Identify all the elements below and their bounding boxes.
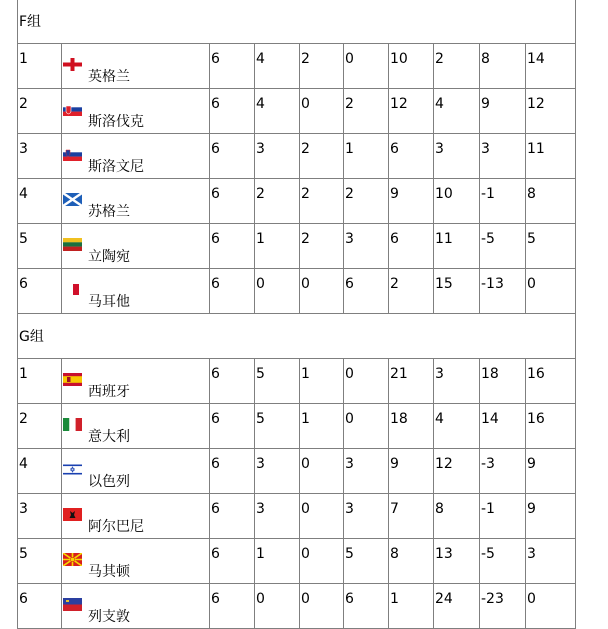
pts-value: 9 [527,456,536,472]
won-value: 3 [256,501,265,517]
ga-value: 4 [435,411,444,427]
pts-value: 16 [527,411,545,427]
pts-cell [526,494,576,539]
drawn-cell [300,134,344,179]
rank-cell [18,44,62,89]
played-value: 6 [211,591,220,607]
team-name: 意大利 [88,429,130,445]
rank-cell [18,179,62,224]
table-row [18,224,576,269]
lost-value: 0 [345,51,354,67]
won-cell [255,179,300,224]
played-cell [210,359,255,404]
drawn-cell [300,224,344,269]
group-label: F组 [18,0,576,44]
ga-cell [434,224,480,269]
slovenia-flag-icon [63,148,82,161]
gd-cell [480,359,526,404]
drawn-value: 1 [301,411,310,427]
team-cell [62,134,210,179]
won-value: 4 [256,51,265,67]
drawn-value: 2 [301,231,310,247]
team-cell [62,89,210,134]
played-cell [210,134,255,179]
lost-cell [344,44,389,89]
gd-value: 8 [481,51,490,67]
ga-cell [434,449,480,494]
drawn-cell [300,269,344,314]
played-value: 6 [211,366,220,382]
drawn-value: 0 [301,96,310,112]
played-cell [210,179,255,224]
ga-cell [434,134,480,179]
team-name: 马耳他 [88,294,130,310]
table-row [18,404,576,449]
lost-value: 2 [345,96,354,112]
rank-value: 5 [19,546,28,562]
rank-cell [18,134,62,179]
team-name: 西班牙 [88,384,130,400]
table-row [18,494,576,539]
team-name: 马其顿 [88,564,130,580]
team-cell [62,494,210,539]
drawn-value: 1 [301,366,310,382]
gf-value: 18 [390,411,408,427]
drawn-cell [300,359,344,404]
played-cell [210,494,255,539]
gf-value: 6 [390,141,399,157]
gd-cell [480,89,526,134]
team-cell [62,269,210,314]
won-value: 4 [256,96,265,112]
group-label: G组 [18,314,576,359]
drawn-cell [300,539,344,584]
played-value: 6 [211,456,220,472]
team-name: 斯洛文尼 [88,159,144,175]
lost-cell [344,449,389,494]
lost-value: 3 [345,501,354,517]
ga-cell [434,269,480,314]
won-value: 2 [256,186,265,202]
liechtenstein-flag-icon [63,598,82,611]
won-cell [255,584,300,629]
lost-cell [344,269,389,314]
won-cell [255,269,300,314]
israel-flag-icon [63,463,82,476]
pts-value: 11 [527,141,545,157]
gf-cell [389,359,434,404]
lost-value: 3 [345,231,354,247]
rank-cell [18,224,62,269]
ga-value: 13 [435,546,453,562]
lost-value: 1 [345,141,354,157]
ga-value: 2 [435,51,444,67]
gf-cell [389,269,434,314]
team-name: 斯洛伐克 [88,114,144,130]
rank-value: 3 [19,501,28,517]
gf-value: 8 [390,546,399,562]
team-cell [62,449,210,494]
group-header-row [18,0,576,44]
gf-value: 6 [390,231,399,247]
lost-value: 5 [345,546,354,562]
gf-value: 9 [390,456,399,472]
gd-value: -3 [481,456,495,472]
gd-value: 18 [481,366,499,382]
played-value: 6 [211,186,220,202]
team-name: 立陶宛 [88,249,130,265]
team-name: 阿尔巴尼 [88,519,144,535]
drawn-value: 0 [301,591,310,607]
pts-value: 0 [527,276,536,292]
team-cell [62,359,210,404]
gf-value: 12 [390,96,408,112]
played-cell [210,89,255,134]
rank-value: 6 [19,591,28,607]
played-value: 6 [211,231,220,247]
drawn-value: 2 [301,186,310,202]
rank-cell [18,404,62,449]
won-value: 0 [256,591,265,607]
gf-cell [389,44,434,89]
played-cell [210,584,255,629]
won-value: 1 [256,231,265,247]
pts-cell [526,179,576,224]
played-value: 6 [211,276,220,292]
pts-value: 8 [527,186,536,202]
gf-cell [389,134,434,179]
played-value: 6 [211,501,220,517]
gd-cell [480,269,526,314]
ga-cell [434,179,480,224]
gd-value: 14 [481,411,499,427]
lithuania-flag-icon [63,238,82,251]
scotland-flag-icon [63,193,82,206]
table-row [18,44,576,89]
lost-value: 6 [345,591,354,607]
ga-value: 24 [435,591,453,607]
ga-value: 4 [435,96,444,112]
ga-cell [434,539,480,584]
malta-flag-icon [63,283,82,296]
drawn-cell [300,44,344,89]
played-value: 6 [211,96,220,112]
ga-cell [434,89,480,134]
team-cell [62,539,210,584]
team-cell [62,584,210,629]
gf-value: 9 [390,186,399,202]
gf-value: 7 [390,501,399,517]
won-value: 3 [256,141,265,157]
table-row [18,359,576,404]
ga-value: 10 [435,186,453,202]
standings-body [18,0,576,629]
drawn-value: 2 [301,51,310,67]
gf-cell [389,584,434,629]
gd-value: -5 [481,546,495,562]
rank-cell [18,494,62,539]
gf-value: 2 [390,276,399,292]
pts-cell [526,584,576,629]
rank-cell [18,89,62,134]
table-row [18,269,576,314]
lost-value: 6 [345,276,354,292]
pts-cell [526,269,576,314]
rank-value: 2 [19,411,28,427]
pts-cell [526,89,576,134]
played-value: 6 [211,411,220,427]
drawn-value: 0 [301,501,310,517]
team-name: 英格兰 [88,69,130,85]
pts-cell [526,404,576,449]
won-value: 0 [256,276,265,292]
pts-value: 3 [527,546,536,562]
gd-cell [480,224,526,269]
spain-flag-icon [63,373,82,386]
pts-value: 0 [527,591,536,607]
rank-cell [18,584,62,629]
team-cell [62,44,210,89]
gf-cell [389,404,434,449]
pts-cell [526,44,576,89]
ga-value: 11 [435,231,453,247]
gd-cell [480,449,526,494]
pts-cell [526,134,576,179]
gd-cell [480,134,526,179]
lost-value: 2 [345,186,354,202]
gf-value: 10 [390,51,408,67]
pts-cell [526,539,576,584]
won-cell [255,224,300,269]
gd-value: -5 [481,231,495,247]
played-cell [210,539,255,584]
england-flag-icon [63,58,82,71]
drawn-cell [300,449,344,494]
pts-cell [526,224,576,269]
gf-cell [389,539,434,584]
pts-value: 14 [527,51,545,67]
lost-cell [344,494,389,539]
played-cell [210,404,255,449]
lost-cell [344,224,389,269]
ga-cell [434,494,480,539]
gd-value: -1 [481,501,495,517]
won-cell [255,134,300,179]
gd-cell [480,44,526,89]
won-cell [255,44,300,89]
won-cell [255,494,300,539]
drawn-value: 0 [301,546,310,562]
albania-flag-icon [63,508,82,521]
ga-cell [434,44,480,89]
won-value: 5 [256,411,265,427]
pts-cell [526,449,576,494]
gd-value: -1 [481,186,495,202]
lost-cell [344,539,389,584]
played-value: 6 [211,141,220,157]
ga-cell [434,404,480,449]
won-cell [255,449,300,494]
played-cell [210,224,255,269]
team-cell [62,404,210,449]
won-value: 1 [256,546,265,562]
gd-value: -23 [481,591,504,607]
macedonia-flag-icon [63,553,82,566]
gf-cell [389,89,434,134]
drawn-cell [300,179,344,224]
drawn-cell [300,404,344,449]
rank-cell [18,269,62,314]
italy-flag-icon [63,418,82,431]
rank-cell [18,359,62,404]
rank-value: 6 [19,276,28,292]
gf-cell [389,494,434,539]
played-value: 6 [211,546,220,562]
ga-cell [434,359,480,404]
won-value: 3 [256,456,265,472]
lost-value: 3 [345,456,354,472]
pts-value: 12 [527,96,545,112]
gd-value: 9 [481,96,490,112]
team-cell [62,179,210,224]
drawn-cell [300,494,344,539]
gf-cell [389,224,434,269]
rank-value: 1 [19,51,28,67]
drawn-value: 2 [301,141,310,157]
lost-cell [344,404,389,449]
pts-cell [526,359,576,404]
team-name: 列支敦 [88,609,130,625]
gd-cell [480,494,526,539]
gd-cell [480,584,526,629]
ga-value: 15 [435,276,453,292]
ga-cell [434,584,480,629]
ga-value: 3 [435,141,444,157]
lost-value: 0 [345,366,354,382]
rank-value: 4 [19,186,28,202]
team-name: 以色列 [88,474,130,490]
team-cell [62,224,210,269]
group-header-row [18,314,576,359]
gf-cell [389,179,434,224]
rank-value: 5 [19,231,28,247]
gd-cell [480,404,526,449]
lost-cell [344,359,389,404]
drawn-value: 0 [301,456,310,472]
standings-table [17,0,576,629]
ga-value: 3 [435,366,444,382]
slovakia-flag-icon [63,103,82,116]
pts-value: 9 [527,501,536,517]
rank-cell [18,449,62,494]
drawn-value: 0 [301,276,310,292]
played-cell [210,449,255,494]
won-cell [255,539,300,584]
gf-cell [389,449,434,494]
gf-value: 1 [390,591,399,607]
played-value: 6 [211,51,220,67]
lost-cell [344,134,389,179]
table-row [18,179,576,224]
lost-cell [344,179,389,224]
rank-value: 2 [19,96,28,112]
ga-value: 8 [435,501,444,517]
drawn-cell [300,89,344,134]
won-cell [255,404,300,449]
gd-value: -13 [481,276,504,292]
played-cell [210,269,255,314]
won-value: 5 [256,366,265,382]
gd-cell [480,179,526,224]
pts-value: 16 [527,366,545,382]
lost-cell [344,89,389,134]
table-row [18,584,576,629]
gd-cell [480,539,526,584]
drawn-cell [300,584,344,629]
lost-value: 0 [345,411,354,427]
won-cell [255,89,300,134]
table-row [18,539,576,584]
gf-value: 21 [390,366,408,382]
table-row [18,134,576,179]
rank-value: 4 [19,456,28,472]
rank-value: 3 [19,141,28,157]
rank-cell [18,539,62,584]
pts-value: 5 [527,231,536,247]
ga-value: 12 [435,456,453,472]
table-row [18,449,576,494]
gd-value: 3 [481,141,490,157]
played-cell [210,44,255,89]
table-row [18,89,576,134]
lost-cell [344,584,389,629]
rank-value: 1 [19,366,28,382]
won-cell [255,359,300,404]
team-name: 苏格兰 [88,204,130,220]
